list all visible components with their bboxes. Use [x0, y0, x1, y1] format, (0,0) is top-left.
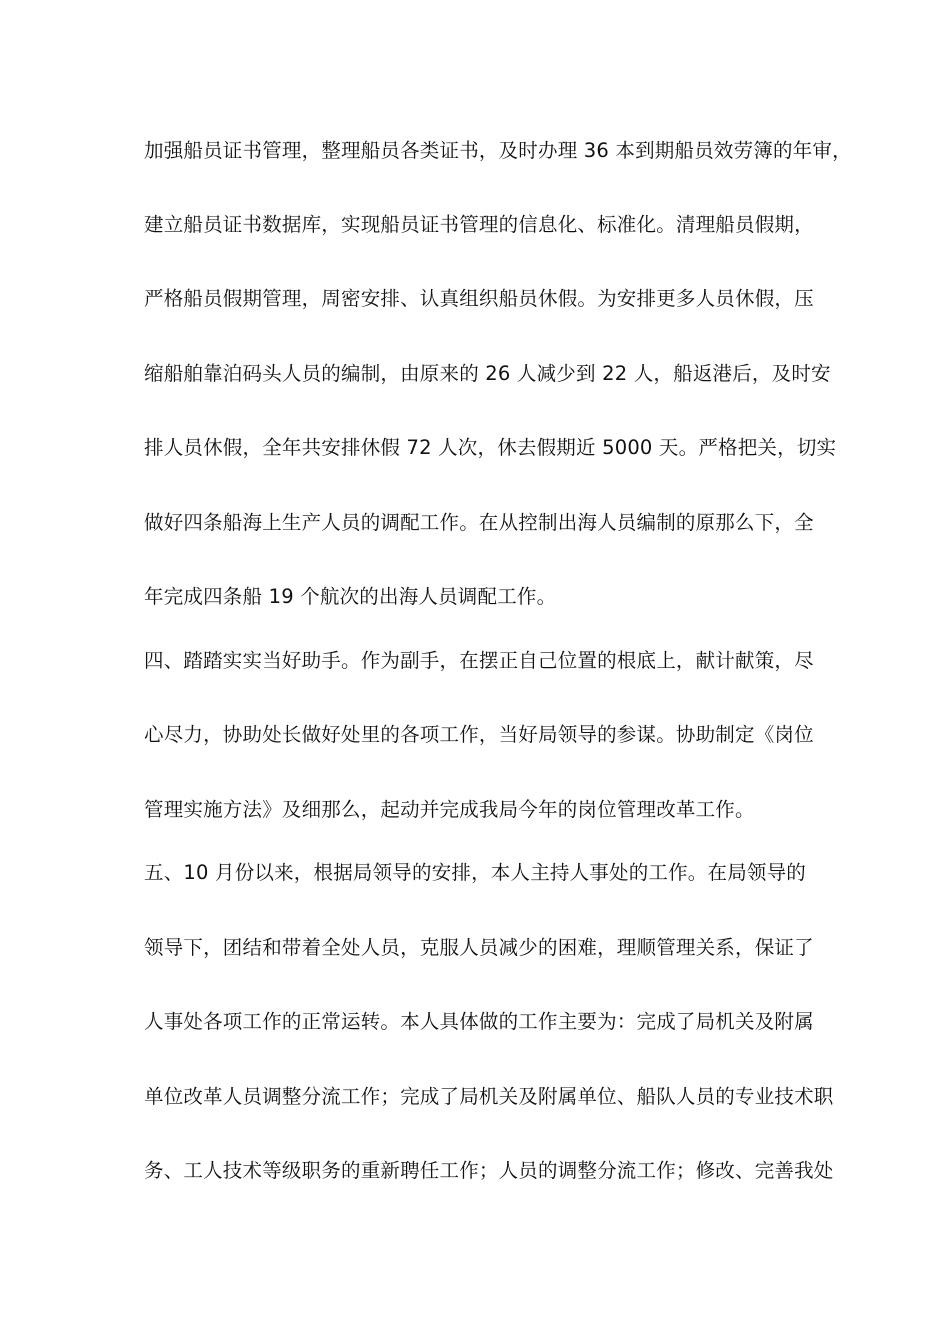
text-line-7: 年完成四条船 19 个航次的出海人员调配工作。: [144, 585, 557, 608]
text-line-6: 做好四条船海上生产人员的调配工作。在从控制出海人员编制的原那么下，全: [144, 511, 814, 534]
text-line-4: 缩船舶靠泊码头人员的编制，由原来的 26 人减少到 22 人，船返港后，及时安: [144, 362, 831, 385]
text-line-1: 加强船员证书管理，整理船员各类证书，及时办理 36 本到期船员效劳簿的年审，: [144, 139, 852, 162]
text-line-8: 四、踏踏实实当好助手。作为副手，在摆正自己位置的根底上，献计献策，尽: [144, 649, 814, 672]
text-line-15: 务、工人技术等级职务的重新聘任工作；人员的调整分流工作；修改、完善我处: [144, 1159, 834, 1182]
text-line-11: 五、10 月份以来，根据局领导的安排，本人主持人事处的工作。在局领导的: [144, 861, 807, 884]
text-line-5: 排人员休假，全年共安排休假 72 人次，休去假期近 5000 天。严格把关，切实: [144, 436, 837, 459]
text-line-14: 单位改革人员调整分流工作；完成了局机关及附属单位、船队人员的专业技术职: [144, 1085, 834, 1108]
text-line-12: 领导下，团结和带着全处人员，克服人员减少的困难，理顺管理关系，保证了: [144, 936, 814, 959]
text-line-3: 严格船员假期管理，周密安排、认真组织船员休假。为安排更多人员休假，压: [144, 287, 814, 310]
text-line-9: 心尽力，协助处长做好处里的各项工作，当好局领导的参谋。协助制定《岗位: [144, 723, 814, 746]
text-line-2: 建立船员证书数据库，实现船员证书管理的信息化、标准化。清理船员假期，: [144, 213, 814, 236]
text-line-13: 人事处各项工作的正常运转。本人具体做的工作主要为：完成了局机关及附属: [144, 1010, 814, 1033]
text-line-10: 管理实施方法》及细那么，起动并完成我局今年的岗位管理改革工作。: [144, 798, 755, 821]
